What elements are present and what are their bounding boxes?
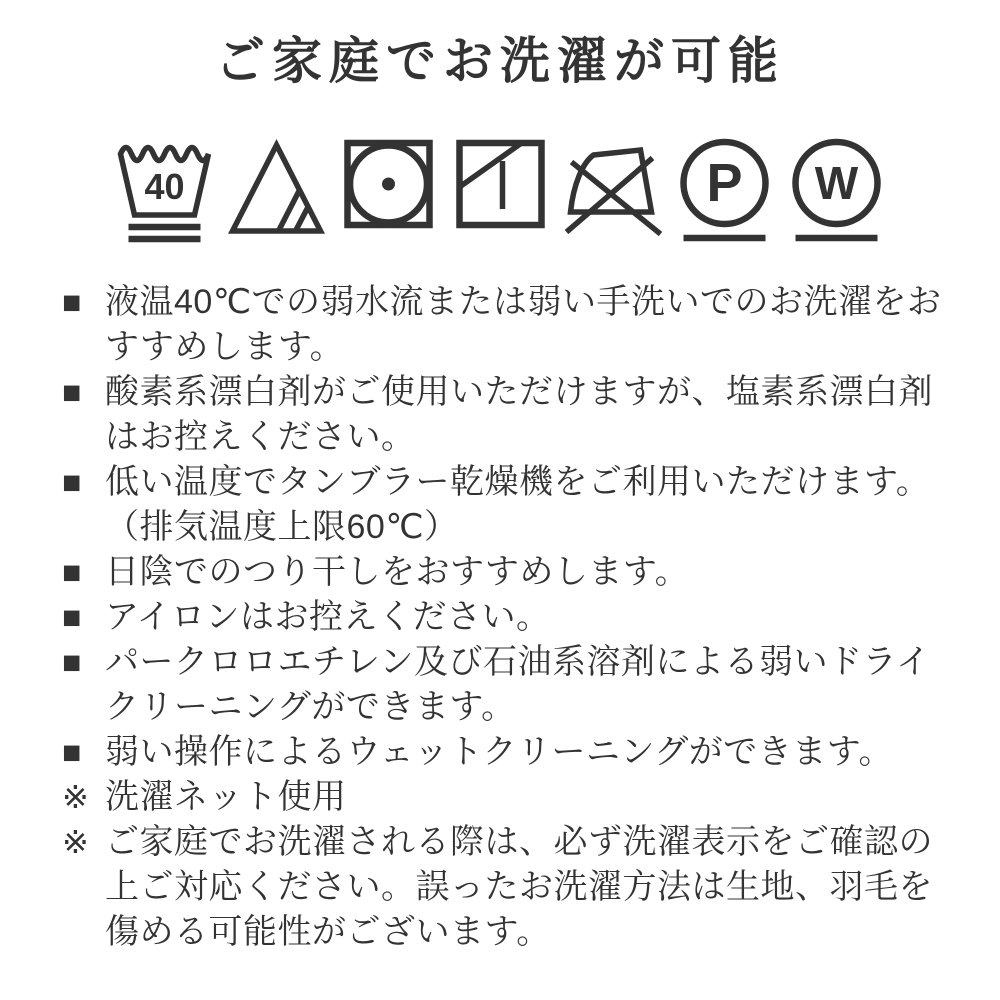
list-item (62, 730, 945, 775)
dry-clean-gentle-icon (674, 133, 775, 246)
list-item (62, 460, 945, 550)
square-bullet-icon: ■ (62, 463, 82, 500)
svg-text:40: 40 (143, 165, 185, 207)
wash-40-very-gentle-icon (114, 133, 215, 246)
care-list (62, 280, 945, 955)
list-item (62, 550, 945, 595)
tumble-dry-low-heat-icon (338, 133, 439, 246)
item-text: 低い温度でタンブラー乾燥機をご利用いただけます。（排気温度上限60℃） (105, 462, 931, 546)
item-text: ご家庭でお洗濯される際は、必ず洗濯表示をご確認の上ご対応ください。誤ったお洗濯方法は生地、羽毛を傷める可能性がございます。 (105, 822, 933, 951)
item-text: パークロロエチレン及び石油系溶剤による弱いドライクリーニングができます。 (105, 642, 931, 726)
item-text: 弱い操作によるウェットクリーニングができます。 (105, 732, 894, 771)
care-symbols-row (0, 133, 1000, 247)
wet-clean-gentle-icon (786, 133, 887, 246)
list-item (62, 775, 945, 820)
item-text: 液温40℃での弱水流または弱い手洗いでのお洗濯をおすすめします。 (105, 282, 942, 366)
line-dry-in-shade-icon (450, 133, 551, 246)
page-title: ご家庭でお洗濯が可能 (215, 31, 785, 90)
list-item (62, 640, 945, 730)
square-bullet-icon: ■ (62, 733, 82, 770)
reference-mark-icon: ※ (62, 778, 89, 815)
item-text: 洗濯ネット使用 (105, 777, 347, 816)
square-bullet-icon: ■ (62, 553, 82, 590)
list-item (62, 595, 945, 640)
do-not-iron-icon (562, 133, 663, 246)
square-bullet-icon: ■ (62, 643, 82, 680)
square-bullet-icon: ■ (62, 283, 82, 320)
oxygen-bleach-only-icon (226, 133, 327, 246)
svg-text:W: W (814, 156, 858, 209)
svg-text:P: P (705, 152, 743, 213)
square-bullet-icon: ■ (62, 373, 82, 410)
reference-mark-icon: ※ (62, 823, 89, 860)
item-text: 酸素系漂白剤がご使用いただけますが、塩素系漂白剤はお控えください。 (105, 372, 933, 456)
list-item (62, 820, 945, 955)
item-text: アイロンはお控えください。 (105, 597, 551, 636)
list-item (62, 280, 945, 370)
square-bullet-icon: ■ (62, 598, 82, 635)
item-text: 日陰でのつり干しをおすすめします。 (105, 552, 690, 591)
list-item (62, 370, 945, 460)
